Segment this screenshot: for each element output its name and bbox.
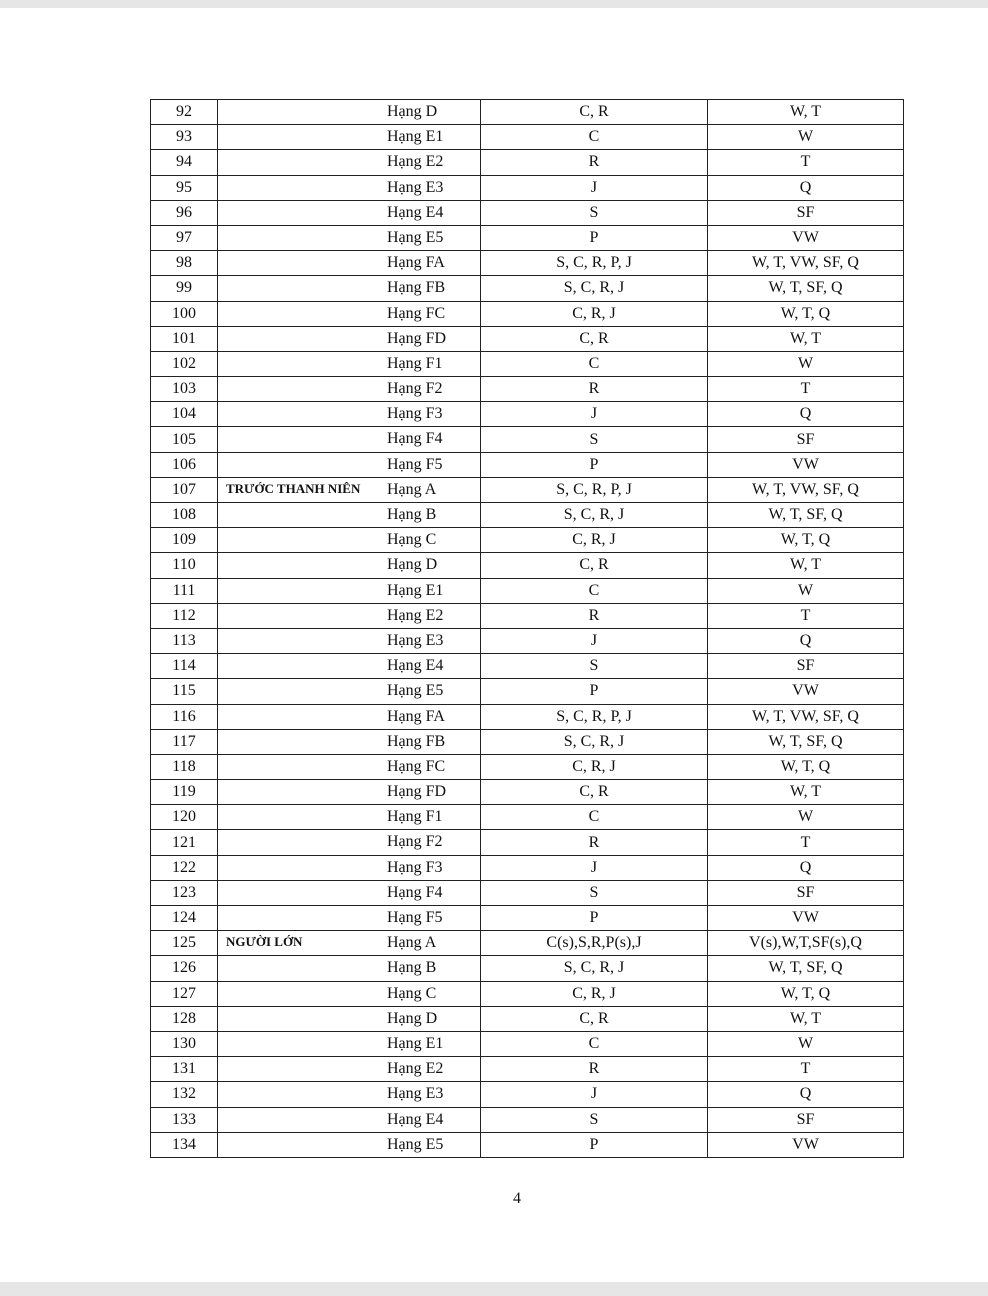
events-cell: S <box>481 1107 708 1132</box>
table-row <box>151 301 904 326</box>
group-rank-cell <box>218 503 481 528</box>
events-cell: P <box>481 225 708 250</box>
group-rank-cell <box>218 780 481 805</box>
group-rank-cell <box>218 377 481 402</box>
row-number-cell: 116 <box>151 704 218 729</box>
events-cell: R <box>481 603 708 628</box>
group-rank-cell <box>218 477 481 502</box>
codes-cell: W, T <box>708 780 904 805</box>
rank-label: Hạng F3 <box>387 405 443 423</box>
table-row <box>151 528 904 553</box>
table-row <box>151 830 904 855</box>
rank-table-body <box>151 100 904 1158</box>
group-rank-cell <box>218 1006 481 1031</box>
row-number-cell: 97 <box>151 225 218 250</box>
table-row <box>151 855 904 880</box>
events-cell: C, R, J <box>481 301 708 326</box>
codes-cell: Q <box>708 1082 904 1107</box>
group-rank-cell <box>218 553 481 578</box>
codes-cell: SF <box>708 654 904 679</box>
events-cell: J <box>481 175 708 200</box>
table-row <box>151 704 904 729</box>
group-rank-cell <box>218 452 481 477</box>
rank-label: Hạng F1 <box>387 808 443 826</box>
codes-cell: W <box>708 351 904 376</box>
table-row <box>151 225 904 250</box>
codes-cell: W <box>708 1031 904 1056</box>
row-number-cell: 127 <box>151 981 218 1006</box>
rank-label: Hạng FC <box>387 304 446 322</box>
row-number-cell: 118 <box>151 754 218 779</box>
rank-label: Hạng B <box>387 506 437 523</box>
row-number-cell: 120 <box>151 805 218 830</box>
table-row <box>151 805 904 830</box>
table-row <box>151 276 904 301</box>
table-row <box>151 326 904 351</box>
rank-label: Hạng A <box>387 934 437 952</box>
row-number-cell: 113 <box>151 628 218 653</box>
table-row <box>151 906 904 931</box>
row-number-cell: 131 <box>151 1057 218 1082</box>
rank-label: Hạng D <box>387 1009 438 1027</box>
row-number-cell: 115 <box>151 679 218 704</box>
codes-cell: SF <box>708 427 904 452</box>
events-cell: S, C, R, P, J <box>481 251 708 276</box>
codes-cell: T <box>708 830 904 855</box>
codes-cell: W, T, VW, SF, Q <box>708 251 904 276</box>
table-row <box>151 780 904 805</box>
table-row <box>151 125 904 150</box>
events-cell: S <box>481 427 708 452</box>
rank-label: Hạng E5 <box>387 1135 444 1153</box>
row-number-cell: 106 <box>151 452 218 477</box>
rank-label: Hạng E1 <box>387 1034 444 1052</box>
group-rank-cell <box>218 225 481 250</box>
events-cell: J <box>481 402 708 427</box>
group-rank-cell <box>218 1031 481 1056</box>
codes-cell: W, T, SF, Q <box>708 956 904 981</box>
group-rank-cell <box>218 1082 481 1107</box>
events-cell: S, C, R, J <box>481 276 708 301</box>
group-rank-cell <box>218 805 481 830</box>
table-row <box>151 754 904 779</box>
group-rank-cell <box>218 931 481 956</box>
events-cell: S <box>481 880 708 905</box>
events-cell: R <box>481 830 708 855</box>
events-cell: J <box>481 855 708 880</box>
table-row <box>151 654 904 679</box>
rank-label: Hạng E4 <box>387 203 444 221</box>
rank-label: Hạng E4 <box>387 657 444 675</box>
table-row <box>151 1006 904 1031</box>
table-row <box>151 1057 904 1082</box>
rank-label: Hạng E2 <box>387 606 444 624</box>
rank-label: Hạng A <box>387 480 437 498</box>
row-number-cell: 96 <box>151 200 218 225</box>
group-rank-cell <box>218 855 481 880</box>
codes-cell: T <box>708 377 904 402</box>
table-row <box>151 729 904 754</box>
rank-label: Hạng C <box>387 531 437 549</box>
rank-label: Hạng E2 <box>387 1060 444 1078</box>
rank-label: Hạng FD <box>387 783 447 801</box>
table-row <box>151 1107 904 1132</box>
group-rank-cell <box>218 402 481 427</box>
events-cell: C <box>481 805 708 830</box>
row-number-cell: 119 <box>151 780 218 805</box>
codes-cell: W, T, SF, Q <box>708 729 904 754</box>
table-row <box>151 402 904 427</box>
table-row <box>151 477 904 502</box>
events-cell: C <box>481 351 708 376</box>
group-rank-cell <box>218 100 481 125</box>
table-row <box>151 251 904 276</box>
row-number-cell: 117 <box>151 729 218 754</box>
group-rank-cell <box>218 956 481 981</box>
row-number-cell: 125 <box>151 931 218 956</box>
codes-cell: VW <box>708 452 904 477</box>
codes-cell: W, T, Q <box>708 981 904 1006</box>
category-label: TRƯỚC THANH NIÊN <box>226 480 361 496</box>
group-rank-cell <box>218 628 481 653</box>
row-number-cell: 108 <box>151 503 218 528</box>
codes-cell: V(s),W,T,SF(s),Q <box>708 931 904 956</box>
codes-cell: SF <box>708 880 904 905</box>
codes-cell: VW <box>708 906 904 931</box>
codes-cell: W, T, Q <box>708 301 904 326</box>
row-number-cell: 98 <box>151 251 218 276</box>
row-number-cell: 93 <box>151 125 218 150</box>
row-number-cell: 99 <box>151 276 218 301</box>
events-cell: J <box>481 1082 708 1107</box>
events-cell: C, R, J <box>481 981 708 1006</box>
events-cell: C, R <box>481 100 708 125</box>
rank-label: Hạng F1 <box>387 354 443 372</box>
row-number-cell: 134 <box>151 1132 218 1157</box>
table-row <box>151 931 904 956</box>
rank-label: Hạng E1 <box>387 581 444 599</box>
rank-table <box>150 99 904 1158</box>
table-row <box>151 150 904 175</box>
rank-label: Hạng E2 <box>387 153 444 171</box>
rank-label: Hạng F2 <box>387 380 443 398</box>
rank-label: Hạng E3 <box>387 1085 444 1103</box>
group-rank-cell <box>218 906 481 931</box>
group-rank-cell <box>218 704 481 729</box>
codes-cell: Q <box>708 628 904 653</box>
events-cell: S, C, R, J <box>481 503 708 528</box>
events-cell: R <box>481 1057 708 1082</box>
row-number-cell: 107 <box>151 477 218 502</box>
rank-label: Hạng C <box>387 984 437 1002</box>
rank-label: Hạng E1 <box>387 128 444 146</box>
row-number-cell: 111 <box>151 578 218 603</box>
row-number-cell: 103 <box>151 377 218 402</box>
table-row <box>151 175 904 200</box>
codes-cell: W, T <box>708 100 904 125</box>
rank-label: Hạng E3 <box>387 178 444 196</box>
codes-cell: W <box>708 805 904 830</box>
row-number-cell: 133 <box>151 1107 218 1132</box>
events-cell: C, R <box>481 553 708 578</box>
row-number-cell: 101 <box>151 326 218 351</box>
row-number-cell: 94 <box>151 150 218 175</box>
row-number-cell: 132 <box>151 1082 218 1107</box>
events-cell: C <box>481 578 708 603</box>
events-cell: C(s),S,R,P(s),J <box>481 931 708 956</box>
rank-label: Hạng F2 <box>387 833 443 851</box>
group-rank-cell <box>218 351 481 376</box>
group-rank-cell <box>218 427 481 452</box>
rank-label: Hạng E5 <box>387 682 444 700</box>
row-number-cell: 124 <box>151 906 218 931</box>
table-row <box>151 1031 904 1056</box>
codes-cell: VW <box>708 679 904 704</box>
row-number-cell: 126 <box>151 956 218 981</box>
table-row <box>151 1082 904 1107</box>
table-row <box>151 427 904 452</box>
table-row <box>151 981 904 1006</box>
codes-cell: VW <box>708 225 904 250</box>
events-cell: S <box>481 200 708 225</box>
events-cell: S, C, R, P, J <box>481 477 708 502</box>
codes-cell: W <box>708 578 904 603</box>
row-number-cell: 110 <box>151 553 218 578</box>
row-number-cell: 100 <box>151 301 218 326</box>
row-number-cell: 95 <box>151 175 218 200</box>
codes-cell: W, T <box>708 326 904 351</box>
group-rank-cell <box>218 1132 481 1157</box>
events-cell: P <box>481 679 708 704</box>
events-cell: C, R, J <box>481 528 708 553</box>
group-rank-cell <box>218 175 481 200</box>
events-cell: J <box>481 628 708 653</box>
events-cell: C, R <box>481 326 708 351</box>
codes-cell: W, T, Q <box>708 528 904 553</box>
row-number-cell: 104 <box>151 402 218 427</box>
rank-label: Hạng E3 <box>387 631 444 649</box>
table-row <box>151 452 904 477</box>
codes-cell: W, T, SF, Q <box>708 276 904 301</box>
table-row <box>151 553 904 578</box>
group-rank-cell <box>218 729 481 754</box>
group-rank-cell <box>218 301 481 326</box>
rank-label: Hạng FC <box>387 757 446 775</box>
events-cell: C, R <box>481 1006 708 1031</box>
row-number-cell: 105 <box>151 427 218 452</box>
group-rank-cell <box>218 276 481 301</box>
row-number-cell: 112 <box>151 603 218 628</box>
events-cell: C, R, J <box>481 754 708 779</box>
codes-cell: W, T <box>708 553 904 578</box>
document-page <box>0 8 988 1282</box>
group-rank-cell <box>218 880 481 905</box>
events-cell: C <box>481 125 708 150</box>
codes-cell: Q <box>708 402 904 427</box>
rank-label: Hạng E5 <box>387 228 444 246</box>
codes-cell: W, T, Q <box>708 754 904 779</box>
codes-cell: SF <box>708 1107 904 1132</box>
group-rank-cell <box>218 578 481 603</box>
rank-label: Hạng FB <box>387 732 446 750</box>
group-rank-cell <box>218 125 481 150</box>
group-rank-cell <box>218 1107 481 1132</box>
rank-label: Hạng F3 <box>387 858 443 876</box>
events-cell: P <box>481 1132 708 1157</box>
group-rank-cell <box>218 603 481 628</box>
table-row <box>151 956 904 981</box>
rank-label: Hạng B <box>387 959 437 977</box>
codes-cell: W, T, SF, Q <box>708 503 904 528</box>
codes-cell: VW <box>708 1132 904 1157</box>
table-row <box>151 503 904 528</box>
codes-cell: W, T <box>708 1006 904 1031</box>
group-rank-cell <box>218 1057 481 1082</box>
events-cell: C <box>481 1031 708 1056</box>
rank-label: Hạng FB <box>387 279 446 297</box>
events-cell: S, C, R, P, J <box>481 704 708 729</box>
rank-label: Hạng E4 <box>387 1110 444 1128</box>
page-number: 4 <box>513 1190 521 1207</box>
codes-cell: T <box>708 150 904 175</box>
codes-cell: Q <box>708 175 904 200</box>
group-rank-cell <box>218 679 481 704</box>
group-rank-cell <box>218 528 481 553</box>
row-number-cell: 130 <box>151 1031 218 1056</box>
events-cell: C, R <box>481 780 708 805</box>
rank-label: Hạng D <box>387 103 438 120</box>
codes-cell: Q <box>708 855 904 880</box>
codes-cell: W, T, VW, SF, Q <box>708 477 904 502</box>
events-cell: S, C, R, J <box>481 729 708 754</box>
group-rank-cell <box>218 981 481 1006</box>
row-number-cell: 121 <box>151 830 218 855</box>
group-rank-cell <box>218 326 481 351</box>
table-row <box>151 679 904 704</box>
table-row <box>151 880 904 905</box>
codes-cell: SF <box>708 200 904 225</box>
rank-label: Hạng F4 <box>387 883 443 901</box>
row-number-cell: 114 <box>151 654 218 679</box>
rank-label: Hạng FA <box>387 254 445 272</box>
row-number-cell: 128 <box>151 1006 218 1031</box>
rank-label: Hạng F5 <box>387 909 443 926</box>
category-label: NGƯỜI LỚN <box>226 934 303 950</box>
events-cell: P <box>481 452 708 477</box>
rank-label: Hạng FD <box>387 329 447 347</box>
table-row <box>151 351 904 376</box>
group-rank-cell <box>218 754 481 779</box>
group-rank-cell <box>218 150 481 175</box>
group-rank-cell <box>218 654 481 679</box>
table-row <box>151 603 904 628</box>
row-number-cell: 92 <box>151 100 218 125</box>
row-number-cell: 123 <box>151 880 218 905</box>
codes-cell: T <box>708 603 904 628</box>
table-row <box>151 100 904 125</box>
rank-label: Hạng F4 <box>387 430 443 448</box>
events-cell: S, C, R, J <box>481 956 708 981</box>
events-cell: R <box>481 150 708 175</box>
group-rank-cell <box>218 251 481 276</box>
row-number-cell: 102 <box>151 351 218 376</box>
row-number-cell: 109 <box>151 528 218 553</box>
codes-cell: W <box>708 125 904 150</box>
events-cell: R <box>481 377 708 402</box>
table-row <box>151 578 904 603</box>
codes-cell: T <box>708 1057 904 1082</box>
group-rank-cell <box>218 200 481 225</box>
codes-cell: W, T, VW, SF, Q <box>708 704 904 729</box>
events-cell: P <box>481 906 708 931</box>
table-row <box>151 628 904 653</box>
rank-label: Hạng D <box>387 556 438 574</box>
group-rank-cell <box>218 830 481 855</box>
events-cell: S <box>481 654 708 679</box>
rank-label: Hạng FA <box>387 707 445 725</box>
rank-label: Hạng F5 <box>387 455 443 473</box>
row-number-cell: 122 <box>151 855 218 880</box>
table-row <box>151 200 904 225</box>
table-row <box>151 1132 904 1157</box>
table-row <box>151 377 904 402</box>
